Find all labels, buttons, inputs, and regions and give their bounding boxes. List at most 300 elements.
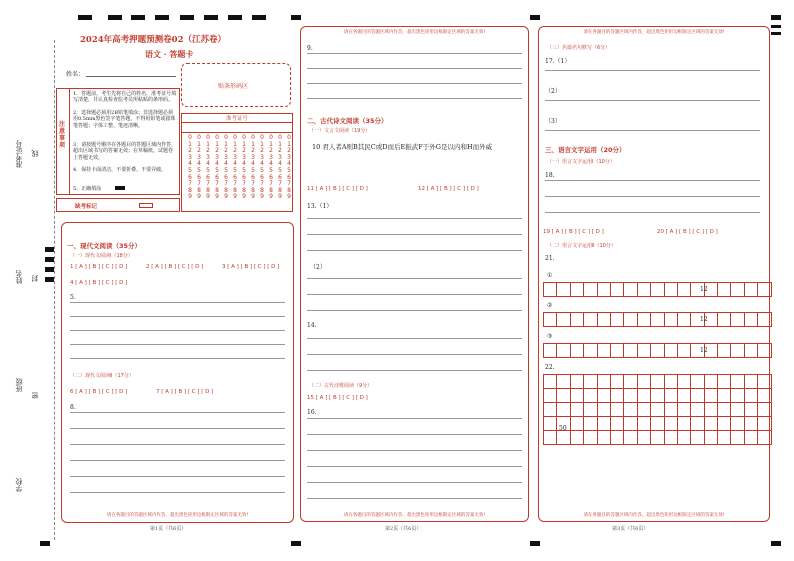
grid-cell[interactable] xyxy=(584,431,597,445)
admission-digit[interactable]: 8 xyxy=(206,186,210,194)
admission-digit[interactable]: 3 xyxy=(233,153,237,161)
grid-cell[interactable] xyxy=(638,417,651,431)
writing-grid[interactable] xyxy=(543,374,772,445)
admission-digit[interactable]: 2 xyxy=(206,147,210,155)
admission-digit[interactable]: 4 xyxy=(251,160,255,168)
answer-line[interactable] xyxy=(307,218,522,219)
grid-cell[interactable] xyxy=(598,417,611,431)
admission-digit[interactable]: 7 xyxy=(206,180,210,188)
grid-cell[interactable] xyxy=(557,389,570,403)
grid-cell[interactable] xyxy=(544,344,557,358)
admission-digit[interactable]: 3 xyxy=(215,153,219,161)
admission-digit[interactable]: 3 xyxy=(242,153,246,161)
admission-digit[interactable]: 1 xyxy=(287,140,291,148)
admission-digit[interactable]: 4 xyxy=(242,160,246,168)
admission-digit[interactable]: 8 xyxy=(215,186,219,194)
grid-cell[interactable] xyxy=(665,431,678,445)
grid-cell[interactable] xyxy=(624,403,637,417)
admission-digit[interactable]: 9 xyxy=(251,193,255,201)
grid-cell[interactable] xyxy=(678,375,691,389)
admission-digit[interactable]: 6 xyxy=(269,173,273,181)
grid-cell[interactable] xyxy=(718,344,731,358)
grid-cell[interactable] xyxy=(718,417,731,431)
grid-cell[interactable] xyxy=(584,389,597,403)
grid-cell[interactable] xyxy=(638,283,651,297)
admission-digit[interactable]: 2 xyxy=(260,147,264,155)
grid-cell[interactable] xyxy=(624,313,637,327)
grid-cell[interactable] xyxy=(611,375,624,389)
grid-cell[interactable] xyxy=(611,417,624,431)
admission-digit-column[interactable] xyxy=(267,135,275,201)
admission-digit[interactable]: 8 xyxy=(188,186,192,194)
admission-digit[interactable]: 0 xyxy=(287,134,291,141)
admission-digit[interactable]: 3 xyxy=(260,153,264,161)
grid-cell[interactable] xyxy=(598,283,611,297)
admission-digit[interactable]: 1 xyxy=(251,140,255,148)
answer-line[interactable] xyxy=(307,83,522,84)
admission-digit[interactable]: 4 xyxy=(287,160,291,168)
answer-line[interactable] xyxy=(307,68,522,69)
grid-cell[interactable] xyxy=(611,283,624,297)
answer-line[interactable] xyxy=(545,180,760,181)
admission-digit[interactable]: 4 xyxy=(197,160,201,168)
answer-line[interactable] xyxy=(307,482,522,483)
grid-cell[interactable] xyxy=(584,344,597,358)
answer-line[interactable] xyxy=(307,98,522,99)
answer-line[interactable] xyxy=(545,70,760,71)
admission-digit-column[interactable] xyxy=(204,135,212,201)
admission-digit[interactable]: 9 xyxy=(260,193,264,201)
answer-line[interactable] xyxy=(307,370,522,371)
admission-digit[interactable]: 5 xyxy=(260,166,264,174)
grid-cell[interactable] xyxy=(745,417,758,431)
grid-cell[interactable] xyxy=(758,417,771,431)
admission-digit[interactable]: 2 xyxy=(287,147,291,155)
grid-cell[interactable] xyxy=(544,283,557,297)
admission-digit[interactable]: 8 xyxy=(269,186,273,194)
answer-line[interactable] xyxy=(70,316,285,317)
grid-cell[interactable] xyxy=(571,389,584,403)
grid-cell[interactable] xyxy=(691,375,704,389)
admission-digit[interactable]: 9 xyxy=(224,193,228,201)
grid-cell[interactable] xyxy=(745,283,758,297)
admission-digit[interactable]: 7 xyxy=(215,180,219,188)
choice-q3[interactable]: 3 [ A ] [ B ] [ C ] [ D ] xyxy=(222,264,280,270)
admission-digit[interactable]: 9 xyxy=(269,193,273,201)
admission-digit[interactable]: 6 xyxy=(188,173,192,181)
admission-digit[interactable]: 9 xyxy=(242,193,246,201)
grid-cell[interactable] xyxy=(544,375,557,389)
admission-digit[interactable]: 5 xyxy=(197,166,201,174)
grid-cell[interactable] xyxy=(544,389,557,403)
admission-digit[interactable]: 2 xyxy=(233,147,237,155)
choice-q7[interactable]: 7 [ A ] [ B ] [ C ] [ D ] xyxy=(156,389,214,395)
admission-digit[interactable]: 8 xyxy=(224,186,228,194)
answer-line[interactable] xyxy=(307,250,522,251)
grid-cell[interactable] xyxy=(651,313,664,327)
choice-q6[interactable]: 6 [ A ] [ B ] [ C ] [ D ] xyxy=(70,389,128,395)
answer-line[interactable] xyxy=(307,498,522,499)
admission-digit[interactable]: 6 xyxy=(233,173,237,181)
grid-cell[interactable] xyxy=(665,283,678,297)
admission-digit[interactable]: 5 xyxy=(224,166,228,174)
grid-cell[interactable] xyxy=(705,431,718,445)
grid-cell[interactable] xyxy=(557,313,570,327)
admission-digit[interactable]: 7 xyxy=(260,180,264,188)
answer-line[interactable] xyxy=(307,338,522,339)
admission-digit[interactable]: 9 xyxy=(197,193,201,201)
admission-digit[interactable]: 1 xyxy=(188,140,192,148)
admission-digit[interactable]: 7 xyxy=(251,180,255,188)
answer-line[interactable] xyxy=(307,294,522,295)
admission-digit[interactable]: 1 xyxy=(242,140,246,148)
grid-cell[interactable] xyxy=(678,431,691,445)
admission-digit[interactable]: 0 xyxy=(215,134,219,141)
answer-line[interactable] xyxy=(545,130,760,131)
answer-line[interactable] xyxy=(70,344,285,345)
writing-grid[interactable] xyxy=(543,282,772,297)
admission-digit[interactable]: 0 xyxy=(242,134,246,141)
grid-cell[interactable] xyxy=(651,389,664,403)
admission-digit[interactable]: 0 xyxy=(278,134,282,141)
grid-cell[interactable] xyxy=(665,375,678,389)
grid-cell[interactable] xyxy=(745,313,758,327)
admission-digit-column[interactable] xyxy=(285,135,293,201)
grid-cell[interactable] xyxy=(651,344,664,358)
admission-digit[interactable]: 9 xyxy=(206,193,210,201)
answer-line[interactable] xyxy=(70,358,285,359)
grid-cell[interactable] xyxy=(651,417,664,431)
admission-digit[interactable]: 5 xyxy=(278,166,282,174)
choice-q19[interactable]: 19 [ A ] [ B ] [ C ] [ D ] xyxy=(543,229,604,235)
grid-cell[interactable] xyxy=(745,389,758,403)
grid-cell[interactable] xyxy=(731,344,744,358)
grid-cell[interactable] xyxy=(665,313,678,327)
answer-line[interactable] xyxy=(70,428,285,429)
grid-cell[interactable] xyxy=(584,403,597,417)
grid-cell[interactable] xyxy=(571,403,584,417)
grid-cell[interactable] xyxy=(571,283,584,297)
grid-cell[interactable] xyxy=(651,283,664,297)
grid-cell[interactable] xyxy=(758,389,771,403)
grid-cell[interactable] xyxy=(598,431,611,445)
grid-cell[interactable] xyxy=(745,375,758,389)
grid-cell[interactable] xyxy=(705,417,718,431)
admission-digit[interactable]: 1 xyxy=(206,140,210,148)
grid-cell[interactable] xyxy=(705,375,718,389)
grid-cell[interactable] xyxy=(758,344,771,358)
answer-line[interactable] xyxy=(307,466,522,467)
grid-cell[interactable] xyxy=(745,431,758,445)
admission-digit[interactable]: 5 xyxy=(242,166,246,174)
grid-cell[interactable] xyxy=(731,431,744,445)
grid-cell[interactable] xyxy=(758,283,771,297)
grid-cell[interactable] xyxy=(571,431,584,445)
grid-cell[interactable] xyxy=(705,403,718,417)
admission-digit[interactable]: 3 xyxy=(188,153,192,161)
admission-digit[interactable]: 8 xyxy=(278,186,282,194)
answer-line[interactable] xyxy=(70,492,285,493)
answer-line[interactable] xyxy=(70,460,285,461)
grid-cell[interactable] xyxy=(678,417,691,431)
grid-cell[interactable] xyxy=(678,344,691,358)
grid-cell[interactable] xyxy=(665,417,678,431)
admission-digit[interactable]: 6 xyxy=(278,173,282,181)
admission-digit[interactable]: 5 xyxy=(233,166,237,174)
admission-digit-column[interactable] xyxy=(186,135,194,201)
admission-digit[interactable]: 2 xyxy=(197,147,201,155)
answer-line[interactable] xyxy=(545,212,760,213)
grid-cell[interactable] xyxy=(611,431,624,445)
grid-cell[interactable] xyxy=(718,375,731,389)
admission-digit[interactable]: 1 xyxy=(215,140,219,148)
grid-cell[interactable] xyxy=(665,403,678,417)
admission-digit[interactable]: 0 xyxy=(251,134,255,141)
choice-q12[interactable]: 12 [ A ] [ B ] [ C ] [ D ] xyxy=(418,186,479,192)
choice-q4[interactable]: 4 [ A ] [ B ] [ C ] [ D ] xyxy=(70,280,128,286)
admission-digit[interactable]: 6 xyxy=(287,173,291,181)
admission-digit[interactable]: 5 xyxy=(251,166,255,174)
admission-digit[interactable]: 8 xyxy=(242,186,246,194)
grid-cell[interactable] xyxy=(624,431,637,445)
grid-cell[interactable] xyxy=(691,389,704,403)
admission-digit-column[interactable] xyxy=(240,135,248,201)
choice-q1[interactable]: 1 [ A ] [ B ] [ C ] [ D ] xyxy=(70,264,128,270)
answer-line[interactable] xyxy=(70,330,285,331)
choice-q2[interactable]: 2 [ A ] [ B ] [ C ] [ D ] xyxy=(146,264,204,270)
grid-cell[interactable] xyxy=(638,313,651,327)
admission-digit[interactable]: 1 xyxy=(269,140,273,148)
grid-cell[interactable] xyxy=(584,375,597,389)
grid-cell[interactable] xyxy=(745,344,758,358)
grid-cell[interactable] xyxy=(571,344,584,358)
grid-cell[interactable] xyxy=(731,283,744,297)
grid-cell[interactable] xyxy=(691,417,704,431)
admission-digit-column[interactable] xyxy=(213,135,221,201)
admission-digit[interactable]: 2 xyxy=(188,147,192,155)
grid-cell[interactable] xyxy=(638,344,651,358)
admission-digit[interactable]: 2 xyxy=(278,147,282,155)
admission-digit[interactable]: 1 xyxy=(278,140,282,148)
admission-digit-column[interactable] xyxy=(276,135,284,201)
admission-digit[interactable]: 6 xyxy=(197,173,201,181)
grid-cell[interactable] xyxy=(678,389,691,403)
admission-digit[interactable]: 1 xyxy=(233,140,237,148)
admission-digit[interactable]: 0 xyxy=(269,134,273,141)
grid-cell[interactable] xyxy=(678,403,691,417)
admission-digit[interactable]: 5 xyxy=(206,166,210,174)
grid-cell[interactable] xyxy=(557,283,570,297)
grid-cell[interactable] xyxy=(638,431,651,445)
answer-line[interactable] xyxy=(70,476,285,477)
grid-cell[interactable] xyxy=(718,283,731,297)
admission-digit[interactable]: 0 xyxy=(260,134,264,141)
admission-digit[interactable]: 2 xyxy=(215,147,219,155)
admission-digit[interactable]: 6 xyxy=(251,173,255,181)
answer-line[interactable] xyxy=(307,234,522,235)
answer-line[interactable] xyxy=(70,302,285,303)
admission-digit[interactable]: 3 xyxy=(278,153,282,161)
grid-cell[interactable] xyxy=(598,313,611,327)
admission-digit[interactable]: 4 xyxy=(233,160,237,168)
grid-cell[interactable] xyxy=(665,344,678,358)
admission-digit[interactable]: 4 xyxy=(278,160,282,168)
grid-cell[interactable] xyxy=(624,375,637,389)
admission-digit-column[interactable] xyxy=(195,135,203,201)
grid-cell[interactable] xyxy=(745,403,758,417)
answer-line[interactable] xyxy=(545,196,760,197)
admission-digit[interactable]: 8 xyxy=(251,186,255,194)
admission-digit[interactable]: 6 xyxy=(224,173,228,181)
choice-q15[interactable]: 15 [ A ] [ B ] [ C ] [ D ] xyxy=(307,395,368,401)
admission-input-row[interactable] xyxy=(182,123,292,133)
writing-grid[interactable] xyxy=(543,312,772,327)
admission-digit[interactable]: 0 xyxy=(224,134,228,141)
grid-cell[interactable] xyxy=(678,313,691,327)
choice-q11[interactable]: 11 [ A ] [ B ] [ C ] [ D ] xyxy=(307,186,368,192)
grid-cell[interactable] xyxy=(557,403,570,417)
grid-cell[interactable] xyxy=(584,417,597,431)
grid-cell[interactable] xyxy=(678,283,691,297)
answer-line[interactable] xyxy=(307,310,522,311)
grid-cell[interactable] xyxy=(557,431,570,445)
admission-digit[interactable]: 8 xyxy=(260,186,264,194)
admission-digit[interactable]: 7 xyxy=(269,180,273,188)
grid-cell[interactable] xyxy=(731,403,744,417)
admission-digit[interactable]: 4 xyxy=(188,160,192,168)
answer-line[interactable] xyxy=(307,434,522,435)
answer-line[interactable] xyxy=(70,444,285,445)
admission-digit[interactable]: 8 xyxy=(233,186,237,194)
admission-digit[interactable]: 2 xyxy=(224,147,228,155)
name-line[interactable] xyxy=(86,76,176,77)
choice-q20[interactable]: 20 [ A ] [ B ] [ C ] [ D ] xyxy=(657,229,718,235)
grid-cell[interactable] xyxy=(731,389,744,403)
admission-digit-column[interactable] xyxy=(231,135,239,201)
admission-digit[interactable]: 3 xyxy=(197,153,201,161)
grid-cell[interactable] xyxy=(731,375,744,389)
answer-line[interactable] xyxy=(70,412,285,413)
admission-digit[interactable]: 9 xyxy=(188,193,192,201)
admission-digit[interactable]: 4 xyxy=(224,160,228,168)
admission-digit[interactable]: 4 xyxy=(215,160,219,168)
grid-cell[interactable] xyxy=(651,403,664,417)
admission-digit[interactable]: 1 xyxy=(197,140,201,148)
admission-digit-column[interactable] xyxy=(249,135,257,201)
admission-digit[interactable]: 3 xyxy=(224,153,228,161)
writing-grid[interactable] xyxy=(543,343,772,358)
admission-digit[interactable]: 0 xyxy=(206,134,210,141)
admission-digit[interactable]: 0 xyxy=(233,134,237,141)
admission-digit[interactable]: 9 xyxy=(233,193,237,201)
grid-cell[interactable] xyxy=(731,313,744,327)
grid-cell[interactable] xyxy=(638,389,651,403)
admission-digit[interactable]: 2 xyxy=(242,147,246,155)
admission-digit[interactable]: 6 xyxy=(242,173,246,181)
admission-digit[interactable]: 5 xyxy=(215,166,219,174)
grid-cell[interactable] xyxy=(571,417,584,431)
grid-cell[interactable] xyxy=(651,375,664,389)
grid-cell[interactable] xyxy=(758,431,771,445)
admission-digit[interactable]: 1 xyxy=(224,140,228,148)
grid-cell[interactable] xyxy=(544,431,557,445)
grid-cell[interactable] xyxy=(571,375,584,389)
admission-digit[interactable]: 1 xyxy=(260,140,264,148)
grid-cell[interactable] xyxy=(651,431,664,445)
admission-digit[interactable]: 7 xyxy=(242,180,246,188)
grid-cell[interactable] xyxy=(624,283,637,297)
grid-cell[interactable] xyxy=(691,431,704,445)
grid-cell[interactable] xyxy=(611,403,624,417)
admission-digit[interactable]: 0 xyxy=(197,134,201,141)
absent-checkbox[interactable] xyxy=(139,203,153,208)
admission-digit[interactable]: 6 xyxy=(206,173,210,181)
grid-cell[interactable] xyxy=(584,283,597,297)
question-10[interactable]: 10 君人者A则B其民C或D而后E振武F于外G是以内和H而外威 xyxy=(312,143,493,151)
grid-cell[interactable] xyxy=(718,313,731,327)
grid-cell[interactable] xyxy=(705,389,718,403)
admission-digit[interactable]: 6 xyxy=(260,173,264,181)
grid-cell[interactable] xyxy=(758,403,771,417)
grid-cell[interactable] xyxy=(638,375,651,389)
admission-digit[interactable]: 9 xyxy=(287,193,291,201)
grid-cell[interactable] xyxy=(638,403,651,417)
grid-cell[interactable] xyxy=(598,389,611,403)
admission-digit[interactable]: 7 xyxy=(278,180,282,188)
admission-digit[interactable]: 7 xyxy=(197,180,201,188)
admission-digit[interactable]: 2 xyxy=(251,147,255,155)
grid-cell[interactable] xyxy=(544,313,557,327)
grid-cell[interactable] xyxy=(598,344,611,358)
admission-digit[interactable]: 8 xyxy=(287,186,291,194)
answer-line[interactable] xyxy=(307,53,522,54)
admission-digit[interactable]: 9 xyxy=(215,193,219,201)
grid-cell[interactable] xyxy=(731,417,744,431)
grid-cell[interactable] xyxy=(718,389,731,403)
admission-digit[interactable]: 8 xyxy=(197,186,201,194)
grid-cell[interactable] xyxy=(598,403,611,417)
answer-line[interactable] xyxy=(307,354,522,355)
answer-line[interactable] xyxy=(307,450,522,451)
admission-digit[interactable]: 0 xyxy=(188,134,192,141)
answer-line[interactable] xyxy=(307,418,522,419)
admission-digit[interactable]: 4 xyxy=(269,160,273,168)
grid-cell[interactable] xyxy=(758,313,771,327)
admission-digit[interactable]: 5 xyxy=(188,166,192,174)
grid-cell[interactable] xyxy=(624,344,637,358)
answer-line[interactable] xyxy=(307,278,522,279)
admission-digit[interactable]: 9 xyxy=(278,193,282,201)
admission-digit[interactable]: 7 xyxy=(287,180,291,188)
admission-digit[interactable]: 3 xyxy=(251,153,255,161)
grid-cell[interactable] xyxy=(624,417,637,431)
grid-cell[interactable] xyxy=(718,431,731,445)
admission-digit[interactable]: 2 xyxy=(269,147,273,155)
grid-cell[interactable] xyxy=(557,375,570,389)
admission-digit-column[interactable] xyxy=(258,135,266,201)
grid-cell[interactable] xyxy=(544,417,557,431)
grid-cell[interactable] xyxy=(691,403,704,417)
admission-digit[interactable]: 6 xyxy=(215,173,219,181)
answer-line[interactable] xyxy=(545,100,760,101)
admission-digit[interactable]: 5 xyxy=(287,166,291,174)
grid-cell[interactable] xyxy=(611,313,624,327)
admission-digit[interactable]: 4 xyxy=(260,160,264,168)
grid-cell[interactable] xyxy=(584,313,597,327)
grid-cell[interactable] xyxy=(557,344,570,358)
grid-cell[interactable] xyxy=(611,344,624,358)
admission-digit[interactable]: 7 xyxy=(224,180,228,188)
